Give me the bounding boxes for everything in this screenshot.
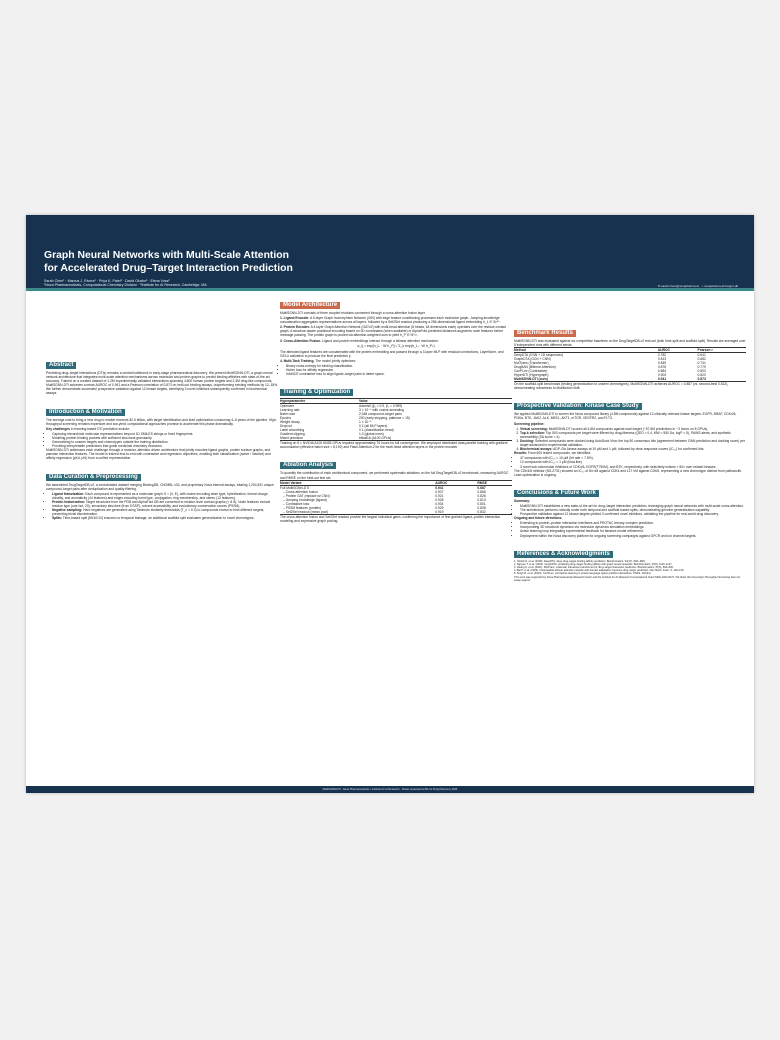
abstract-section (46, 353, 278, 396)
list-item: • Providing interpretable predictions that guide medicinal chemistry decisions. (52, 444, 278, 448)
training-note: Training on 8 × NVIDIA A100 80GB GPUs required approximately 76 hours for full convergence. We employed distributed data-parallel training with gradient accumulation (effective batch size = 8,192) and Flash Attention-2 for the multi-head attention layers in the protein encoder. (280, 441, 508, 450)
model-loss-bullets (280, 364, 512, 376)
list-item: • Prospective validation against 12 kinase targets yielded 3 confirmed novel inhibitors, validating the pipeline for real-world drug discovery. (520, 512, 746, 516)
references-section (514, 542, 746, 582)
pipeline-label: Screening pipeline: (514, 421, 545, 426)
list-item: • 47 compounds with IC₅₀ < 10 μM (hit rate = 7.8%). (520, 456, 746, 460)
table-row: Optimizer AdamW (β₁ = 0.9, β₂ = 0.999) (280, 404, 403, 409)
model-section (280, 293, 512, 376)
summary-bullets (514, 504, 746, 516)
list-item: • The architecture performs robustly under both temporal and scaffold-based splits, demonstrating genuine generalization capability. (520, 508, 746, 512)
list-item: • Huber loss for affinity regression. (286, 368, 512, 372)
column-2 (280, 293, 512, 527)
table-row: Label smoothing 0.1 (classification head) (280, 428, 394, 433)
list-item: • Ligand featurization: Each compound is represented as a molecular graph G = (V, E), with nodes encoding atom type, hybridization, formal charge, chirality, and aromaticity (44 features) and edges encoding bond type, conjugation, ring membership, and stereo (12 features). (52, 492, 278, 500)
training-section (280, 380, 512, 449)
intro-challenges: Key challenges in learning-based DTI prediction include: (46, 426, 130, 431)
model-item-1: 1. Ligand Encoder. A 6-layer Graph Isomorphism Network (GIN) with edge-feature conditioning processes each molecular graph. Jumping-knowledge concatenation aggregates representations across all layers, followed by a Set2Set readout producing a 256-dimensional ligand embedding h_L ∈ ℝ²⁵⁶. (280, 316, 501, 325)
ablation-table: Model Variant AUROC RMSE Full MultiSGNN-DTI 0.941 0.687 – Cross-attention fusion 0.907 0.868 – Protein GAT (replace w/ CNN) 0.921 0.826 – Jumping knowledge (ligand) 0.928 0.813 – Contrastive loss 0.934 0.801 – PSSM features (protein) 0.929 0.808 – Set2Set readout (mean pool) 0.919 0.832 (280, 480, 512, 515)
future-bullets (514, 521, 746, 537)
list-item: 1. Virtual screening: MultiSGNN-DTI scored all 4.8M compounds against each target (~57.6M predictions in ~3 hours on 8 GPUs). (520, 427, 746, 431)
list-item: • Negative sampling: Hard negatives are generated using Tanimoto similarity thresholds (T_c < 0.3) to compounds known to bind different targets, preventing trivial discrimination. (52, 508, 278, 516)
table-row: – PSSM features (protein) 0.929 0.808 (283, 505, 486, 510)
poster-header (26, 215, 754, 288)
table-row: MultiSGNN-DTI (ours) 0.941 0.873 (514, 377, 746, 382)
list-item: • Active learning loop integrating experimental feedback for iterative model refinement. (520, 529, 746, 533)
references-title: References & Acknowledgments (514, 551, 613, 558)
intro-bullets (46, 432, 278, 448)
model-item-3: 3. Cross-Attention Fusion. Ligand and protein embeddings interact through a bilinear attention mechanism: (280, 338, 439, 343)
affiliations: ¹Nova Pharmaceuticals, Computational Chemistry Division · ²Institute for AI Research, Cambridge, MA (44, 283, 207, 288)
data-section (46, 465, 278, 521)
table-row: – Contrastive loss 0.934 0.801 (283, 501, 486, 506)
conclusions-title: Conclusions & Future Work (514, 490, 599, 497)
authors: Sarah Chen¹ · Marcus J. Rivera¹ · Priya K. Patel² · David Okafor¹ · Elena Voss² (44, 279, 170, 283)
list-item: • 12 compounds with IC₅₀ < 1 μM (lead-like). (520, 460, 746, 464)
prospective-section (514, 394, 746, 476)
poster-footer: MultiSGNN-DTI · Nova Pharmaceuticals × Institute for AI Research · Poster presented at ML for Drug Discovery 2024 (26, 786, 754, 793)
model-item-2: 2. Protein Encoder. A 4-layer Graph Attention Network (GATv2) with multi-head attention (8 heads, 64 dimensions each) operates over the residue contact graph. A structure-aware positional encoding based on 3D coordinates (when available) or AlphaFold-predicted distances augments node features before message passing. The protein graph is pooled via attention-weighted sum to yield h_P ∈ ℝ⁵¹². (280, 325, 507, 338)
table-row: MolTrans (Transformer) 0.849 0.741 (514, 361, 706, 366)
ablation-intro: To quantify the contribution of each architectural component, we performed systematic ablations on the full DrugTargetDB-v2 benchmark, measuring AUROC and RMSE on the held-out test set. (280, 471, 509, 480)
title-line-1: Graph Neural Networks with Multi-Scale Attention (44, 250, 289, 261)
benchmark-intro: MultiSGNN-DTI was evaluated against six competitive baselines on the DrugTargetDB-v2 test set (both time-split and scaffold-split). Results are averaged over 5 independent runs with different seeds. (514, 339, 746, 348)
prospective-paragraph-2: The CDK4/6 inhibitor (NS-2731) showed an IC₅₀ of 84 nM against CDK4 and 127 nM against CDK6, representing a new chemotype distinct from palbociclib. Lead optimization is ongoing. (514, 468, 742, 477)
list-item: 3. Docking: Selected compounds were docked using AutoDock Vina; the top 50 consensus hits (agreement between GNN prediction and docking score) per target advanced to experimental validation. (520, 439, 746, 447)
table-row: – Set2Set readout (mean pool) 0.919 0.832 (280, 510, 512, 515)
reference-item: 2. Nguyen T. et al. (2021). GraphDTA: predicting drug–target binding affinity with graph neural networks. Bioinformatics, 37(8), 1140–1147. (514, 562, 673, 566)
table-row: Dropout 0.2 (all MLP layers) (280, 424, 388, 429)
list-item: • Splits: Time-based split (80/10/10) ensures no temporal leakage; an additional scaffold split evaluates generalization to novel chemotypes. (52, 516, 278, 520)
list-item: • Protein featurization: Target structures from the PDB and AlphaFold DB are converted to residue-level contact graphs (< 8 Å). Node features include residue type (one-hot, 20), secondary structure (from DSSP), solvent accessibility, and evolutionary conservation scores (PSSM). (52, 500, 278, 508)
table-row: HyperDTI (Hypergraph) 0.903 0.820 (514, 373, 706, 378)
acknowledgments: This work was supported by Nova Pharmaceuticals Research Grant and the Institute for AI Research Computational Grant NRG-2024-0471. We thank the Nova High-Throughput Screening team for assay support. (514, 575, 741, 582)
intro-paragraph-2: MultiSGNN-DTI addresses each challenge through a modular, attention-driven architecture that jointly encodes ligand graphs, protein surface graphs, and pairwise interaction features. The model is trained end-to-end with contrastive and regression objectives, enabling both classification (active / inactive) and affinity regression (pKd, pKi) from a unified representation. (46, 448, 271, 461)
benchmark-section (514, 321, 746, 390)
list-item: • Binary cross-entropy for binding classification. (286, 364, 512, 368)
hyperparameter-table: Hyperparameter Value Optimizer AdamW (β₁ = 0.9, β₂ = 0.999) Learning rate 3 × 10⁻⁴ with cosine annealing Batch size 2,048 compound–target pairs Epochs 200 (early stopping, patience = 15) Weight decay 1 × 10⁻⁵ Dropout 0.2 (all MLP layers) Label smoothing 0.1 (classification head) Gradient clipping 1.0 (global norm) Mixed precision bfloat16 (A100 GPUs) (280, 398, 512, 441)
table-row: Mixed precision bfloat16 (A100 GPUs) (280, 436, 512, 441)
intro-paragraph-1: The average cost to bring a new drug to market exceeds $2.6 billion, with target identification and lead optimization consuming 4–6 years of the pipeline. High-throughput screening remains expensive and low-yield; computational approaches promise to accelerate this phase dramatically. (46, 417, 277, 426)
benchmark-title: Benchmark Results (514, 330, 576, 337)
table-row: Gradient clipping 1.0 (global norm) (280, 432, 384, 437)
training-title: Training & Optimization (280, 389, 353, 396)
results-bullets (514, 456, 746, 468)
data-bullets (46, 492, 278, 521)
reference-item: 5. Singh R. et al. (2023). ConPLex: contrastive learning in protein language space predicts interactions. PNAS, 120(24). (514, 572, 652, 576)
table-row: Learning rate 3 × 10⁻⁴ with cosine annealing (280, 408, 404, 413)
ablation-title: Ablation Analysis (280, 462, 336, 469)
list-item: 4. Biochemical assays: ADP-Glo kinase assays at 10 μM and 1 μM, followed by dose-response curves (IC₅₀) for confirmed hits. (520, 447, 746, 451)
abstract-text: Predicting drug–target interactions (DTIs) remains a central bottleneck in early-stage pharmaceutical discovery. We present MultiSGNN-DTI, a graph neural network architecture that integrates multi-scale attention mechanisms across molecular and protein graphs to predict binding affinities with state-of-the-art accuracy. Trained on a curated dataset of 1.2M experimentally validated interactions spanning 4,800 human protein targets and 2.3M drug-like compounds, MultiSGNN-DTI achieves a mean AUROC of 0.941 and a Pearson correlation of 0.873 on held-out binding assays, outperforming existing methods by 12–18%. We further demonstrate successful prospective validation against 12 kinase targets, identifying 3 novel inhibitors subsequently confirmed in biochemical assays. (46, 371, 279, 396)
model-intro: MultiSGNN-DTI consists of three coupled modules connected through a cross-attention fusion layer. (280, 311, 426, 315)
pipeline-steps (514, 427, 746, 452)
prospective-title: Prospective Validation: Kinase Case Study (514, 403, 642, 410)
model-paragraph-2: The attended ligand features are concatenated with the protein embedding and passed through a 3-layer MLP with residual connections, LayerNorm, and GELU activation to produce the final prediction ŷ. (280, 349, 504, 358)
attention-equation: α_ij = exp(h_Lᵢ · W h_Pⱼ) / Σ_k exp(h_Lᵢ · W h_Pₖ) (357, 343, 435, 348)
contact-info: ✉ sarah.chen@novapharma.ai · ⌂ novapharma.ai/msgnn-dti (657, 284, 738, 288)
list-item: • 3 novel sub-micromolar inhibitors of CDK4/6, EGFR(T790M), and BTK, respectively, with selectivity indices > 50× over related kinases. (520, 465, 746, 469)
table-row: Batch size 2,048 compound–target pairs (280, 412, 402, 417)
abstract-title: Abstract (46, 362, 76, 369)
list-item: • Deployment within the Nova discovery platform for ongoing screening campaigns against GPCR and ion channel targets. (520, 534, 746, 538)
table-row: GraphDTA (GCN + CNN) 0.813 0.682 (514, 357, 706, 362)
reference-item: 1. Öztürk H. et al. (2018). DeepDTA: deep drug–target binding affinity prediction. Bioinformatics, 34(17), i821–i829. (514, 559, 646, 563)
list-item: • Generalizing to unseen targets and chemotypes outside the training distribution. (52, 440, 278, 444)
table-row: Full MultiSGNN-DTI 0.941 0.687 (280, 485, 486, 490)
results-label: Results: From 600 tested compounds, we identified: (514, 451, 591, 456)
table-row: Weight decay 1 × 10⁻⁵ (280, 420, 372, 425)
prospective-paragraph-1: We applied MultiSGNN-DTI to screen the Nova compound library (4.8M compounds) against 12 clinically relevant kinase targets: EGFR, BRAF, CDK4/6, PI3Kα, BTK, JAK2, ALK, MEK1, AKT1, mTOR, VEGFR2, and FLT3. (514, 412, 737, 421)
data-paragraph: We assembled DrugTargetDB-v2, a consolidated dataset merging BindingDB, ChEMBL v33, and proprietary Nova internal assays, totaling 1,204,531 unique compound–target pairs after deduplication and quality filtering. (46, 482, 274, 491)
reference-item: 3. Huang K. et al. (2021). MolTrans: molecular interaction transformer for drug–target interaction prediction. Bioinformatics, 37(6), 830–836. (514, 566, 674, 570)
title-line-2: for Accelerated Drug–Target Interaction Prediction (44, 263, 293, 274)
model-title: Model Architecture (280, 302, 340, 309)
table-row: – Cross-attention fusion 0.907 0.868 (283, 489, 486, 494)
conclusions-section (514, 481, 746, 538)
intro-title: Introduction & Motivation (46, 409, 125, 416)
benchmark-note: On the scaffold-split benchmark (testing generalization to unseen chemotypes), MultiSGNN-DTI achieves AUROC = 0.887 (vs. second-best 0.812), demonstrating robustness to distribution shift. (514, 382, 729, 391)
header-stripe (26, 288, 754, 291)
ablation-section (280, 453, 512, 522)
list-item: • Extending to protein–protein interaction interfaces and PROTAC ternary complex prediction. (520, 521, 746, 525)
list-item: • Modeling protein binding pockets with sufficient structural granularity. (52, 436, 278, 440)
poster-title (44, 249, 564, 275)
summary-label: Summary: (514, 498, 531, 503)
poster (26, 215, 754, 793)
future-label: Ongoing and future directions: (514, 516, 563, 521)
reference-item: 4. Bai P. et al. (2023). Interpretable bilinear attention network with domain adaptation improves drug–target prediction. Nat. Mach. Intell., 5, 126–136. (514, 569, 685, 573)
data-title: Data Curation & Preprocessing (46, 474, 141, 481)
table-row: – Protein GAT (replace w/ CNN) 0.921 0.826 (283, 493, 486, 498)
model-item-4: 4. Multi-Task Training. The model jointly optimizes: (280, 358, 356, 363)
ablation-note: The cross-attention fusion and Set2Set readout provide the largest individual gains, confirming the importance of fine-grained ligand–protein interaction modeling and expressive graph pooling. (280, 514, 501, 523)
benchmark-table: Method AUROC Pearson r DeepDTA (CNN + 1D sequences) 0.782 0.641 GraphDTA (GCN + CNN) 0.813 0.682 MolTrans (Transformer) 0.849 0.741 DrugBAN (Bilinear Attention) 0.876 0.779 ConPLex (Contrastive) 0.884 0.803 HyperDTI (Hypergraph) 0.903 0.820 MultiSGNN-DTI (ours) 0.941 0.873 (514, 347, 746, 382)
intro-section (46, 400, 278, 461)
list-item: • InfoNCE contrastive loss to align ligand–target pairs in latent space. (286, 372, 512, 376)
list-item: 2. Top-k selection: Top 500 compounds per target were filtered by drug-likeness (QED > 0.4, MW < 550 Da, logP < 5), PAINS alerts, and synthetic accessibility (SA score < 4). (520, 431, 746, 439)
column-1 (46, 293, 278, 524)
column-3 (514, 293, 746, 586)
list-item: • MultiSGNN-DTI establishes a new state-of-the-art for drug–target interaction prediction, leveraging graph neural networks with multi-scale cross-attention. (520, 504, 746, 508)
author-block (44, 279, 604, 287)
table-row: – Jumping knowledge (ligand) 0.928 0.813 (283, 497, 486, 502)
table-row: ConPLex (Contrastive) 0.884 0.803 (514, 369, 706, 374)
list-item: • Incorporating 3D structural dynamics via molecular dynamics simulation embeddings. (520, 525, 746, 529)
table-row: DeepDTA (CNN + 1D sequences) 0.782 0.641 (514, 353, 706, 358)
table-row: DrugBAN (Bilinear Attention) 0.876 0.779 (514, 365, 706, 370)
list-item: • Capturing hierarchical molecular representations beyond 1D SMILES strings or fixed fingerprints. (52, 432, 278, 436)
table-row: Epochs 200 (early stopping, patience = 15) (280, 416, 410, 421)
